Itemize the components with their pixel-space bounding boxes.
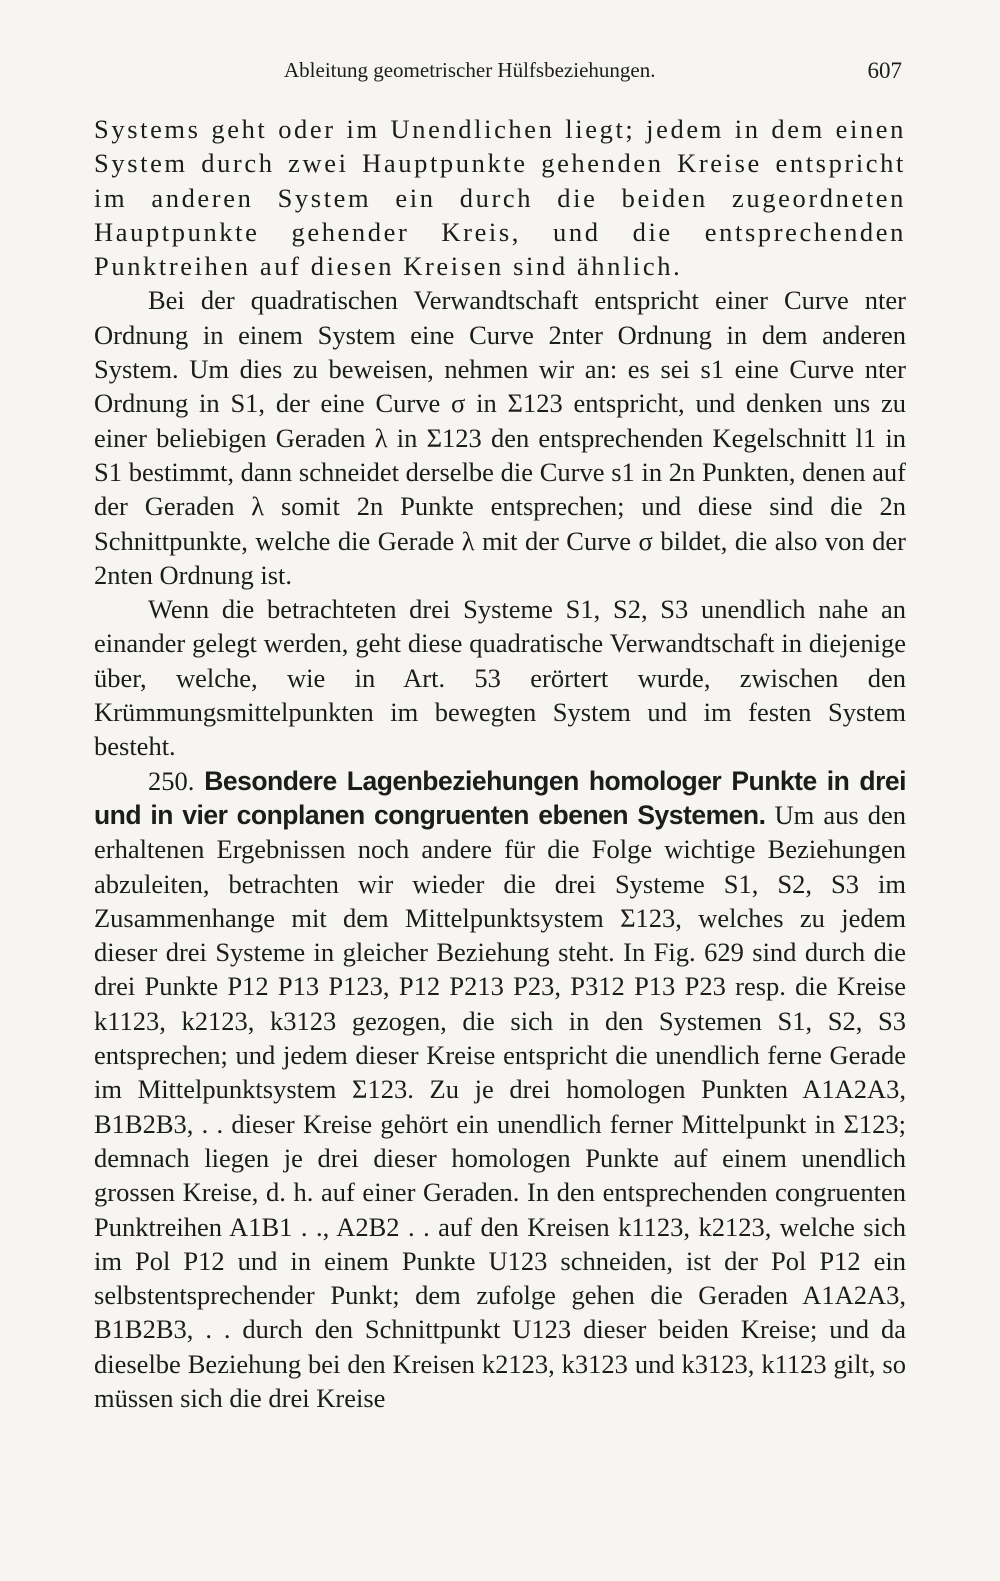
section-number: 250. [148,765,195,796]
paragraph-infinitely-near-systems: Wenn die betrachteten drei Systeme S1, S2, S3 unendlich nahe an einander gelegt werden, geht diese quadratische Verwandtschaft in diejenige über, welche, wie in Art. 53 erörtert wurde, zwischen den Krümmungsmittelpunkten im bewegten System und im festen System besteht. [94,594,906,762]
paragraph-quadratic-relation: Bei der quadratischen Verwandtschaft entspricht einer Curve nter Ordnung in einem System eine Curve 2nter Ordnung in dem anderen System. Um dies zu beweisen, nehmen wir an: es sei s1 eine Curve nter Ordnung in S1, der eine Curve σ in Σ123 entspricht, und denken uns zu einer beliebigen Geraden λ in Σ123 den entsprechenden Kegelschnitt l1 in S1 bestimmt, dann schneidet derselbe die Curve s1 in 2n Punkten, denen auf der Geraden λ somit 2n Punkte entsprechen; und diese sind die 2n Schnittpunkte, welche die Gerade λ mit der Curve σ bildet, die also von der 2nten Ordnung ist. [94,285,906,590]
page-number: 607 [867,58,902,83]
section-250 [94,764,906,1416]
page-header [94,58,906,94]
running-title: Ableitung geometrischer Hülfsbeziehungen. [284,58,656,82]
body-text [94,112,906,1415]
section-heading: Besondere Lagenbeziehungen homologer Punkte in drei und in vier conplanen congruenten ebenen Systemen. [94,765,906,830]
paragraph-continuation: Systems geht oder im Unendlichen liegt; jedem in dem einen System durch zwei Hauptpunkte gehenden Kreise entspricht im anderen System ein durch die beiden zugeordneten Hauptpunkte gehender Kreis, und die entsprechenden Punktreihen auf diesen Kreisen sind ähnlich. [94,114,906,282]
section-text: Um aus den erhaltenen Ergebnissen noch andere für die Folge wichtige Beziehungen abzuleiten, betrachten wir wieder die drei Systeme S1, S2, S3 im Zusammenhange mit dem Mittelpunktsystem Σ123, welches zu jedem dieser drei Systeme in gleicher Beziehung steht. In Fig. 629 sind durch die drei Punkte P12 P13 P123, P12 P213 P23, P312 P13 P23 resp. die Kreise k1123, k2123, k3123 gezogen, die sich in den Systemen S1, S2, S3 entsprechen; und jedem dieser Kreise entspricht die unendlich ferne Gerade im Mittelpunktsystem Σ123. Zu je drei homologen Punkten A1A2A3, B1B2B3, . . dieser Kreise gehört ein unendlich ferner Mittelpunkt in Σ123; demnach liegen je drei dieser homologen Punkte auf einem unendlich grossen Kreise, d. h. auf einer Geraden. In den entsprechenden congruenten Punktreihen A1B1 . ., A2B2 . . auf den Kreisen k1123, k2123, welche sich im Pol P12 und in einem Punkte U123 schneiden, ist der Pol P12 ein selbstentsprechender Punkt; dem zufolge gehen die Geraden A1A2A3, B1B2B3, . . durch den Schnittpunkt U123 dieser beiden Kreise; und da dieselbe Beziehung bei den Kreisen k2123, k3123 und k3123, k1123 gilt, so müssen sich die drei Kreise [94,799,906,1413]
